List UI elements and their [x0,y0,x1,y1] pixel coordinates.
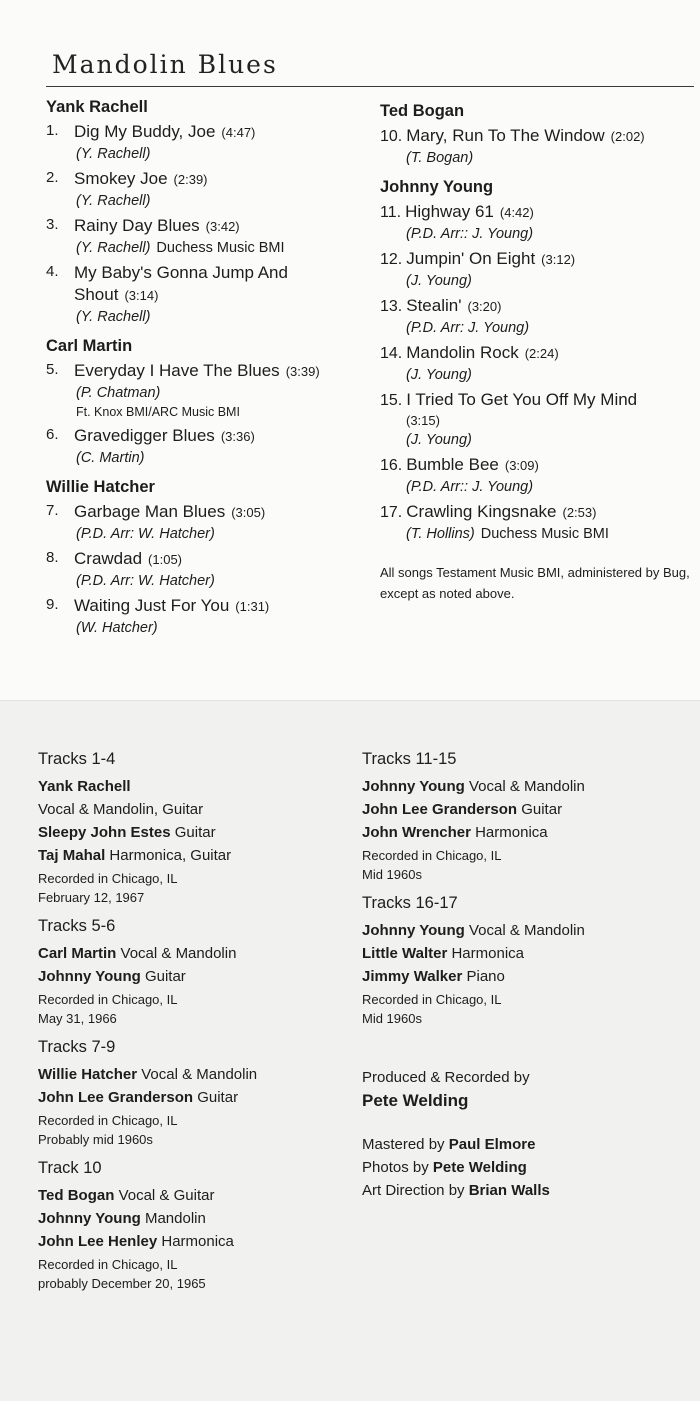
composer-credit: (J. Young) [406,273,472,289]
track-credit [380,524,698,544]
track-number: 8. [46,549,59,566]
artist-heading: Yank Rachell [46,98,148,116]
musician-role: Guitar [174,824,216,841]
album-title: Mandolin Blues [52,50,278,79]
track-duration: (4:47) [221,125,256,140]
personnel-line [38,1184,348,1207]
track-credit [74,383,366,403]
composer-credit: (P.D. Arr: J. Young) [406,320,530,336]
recording-date: February 12, 1967 [38,890,145,905]
musician-name: Willie Hatcher [38,1066,138,1083]
publisher-credit: Ft. Knox BMI/ARC Music BMI [76,405,240,419]
personnel-line [38,775,348,798]
photos-name: Pete Welding [432,1159,527,1176]
musician-name: Johnny Young [362,922,465,939]
track-number: 1. [46,122,59,139]
track-credit [74,191,366,211]
track-title: Highway 61 [405,202,494,221]
track-number: 14. [380,345,403,362]
composer-credit: (J. Young) [406,432,472,448]
sessions-right-column [362,750,682,1202]
mastered-label: Mastered by [362,1136,445,1153]
musician-role: Vocal & Mandolin [120,945,237,962]
track-number: 9. [46,596,59,613]
musician-role: Harmonica [451,945,524,962]
track-item [46,168,366,211]
track-number: 17. [380,504,403,521]
track-number: 5. [46,361,59,378]
track-number: 6. [46,426,59,443]
track-number: 11. [380,204,402,221]
musician-name: Johnny Young [362,778,465,795]
track-number: 13. [380,298,403,315]
sessions-left-column [38,750,348,1293]
recording-info [362,990,682,1028]
session-heading: Tracks 11-15 [362,750,457,768]
composer-credit: (Y. Rachell) [76,309,151,325]
track-duration: (1:05) [148,552,183,567]
composer-credit: (Y. Rachell) [76,240,151,256]
track-title-line [380,295,698,318]
session-heading: Tracks 16-17 [362,894,458,912]
track-number: 16. [380,457,403,474]
musician-name: John Lee Henley [38,1233,158,1250]
track-title: Jumpin' On Eight [406,249,536,268]
track-credit [380,148,698,168]
publisher-credit: Duchess Music BMI [156,240,285,256]
producer-credit [362,1066,682,1113]
track-item [46,121,366,164]
track-credit [74,618,366,638]
composer-credit: (C. Martin) [76,450,145,466]
track-title-line [380,248,698,271]
track-item [46,360,366,421]
composer-credit: (P.D. Arr:: J. Young) [406,226,534,242]
track-title-line [74,121,366,144]
track-item [46,425,366,468]
musician-role: Guitar [521,801,563,818]
track-item [380,125,698,168]
track-title: Everyday I Have The Blues [74,361,280,380]
track-title: Garbage Man Blues [74,502,226,521]
track-title-line [74,501,366,524]
tracklist-left-column [46,98,366,642]
track-title: Crawdad [74,549,143,568]
musician-role: Guitar [197,1089,239,1106]
track-credit [380,318,698,338]
recording-info [38,869,348,907]
track-title-line [74,360,366,383]
track-number: 12. [380,251,403,268]
composer-credit: (P. Chatman) [76,385,161,401]
track-title-line [380,454,698,477]
track-credit [74,448,366,468]
musician-name: Sleepy John Estes [38,824,171,841]
track-item [380,201,698,244]
production-credits [362,1133,682,1202]
artist-heading: Willie Hatcher [46,478,155,496]
track-credit [74,238,366,258]
track-duration: (2:02) [610,129,645,144]
track-title: Bumble Bee [406,455,499,474]
composer-credit: (P.D. Arr:: J. Young) [406,479,534,495]
track-credit [380,477,698,497]
track-item [46,548,366,591]
track-credit [74,524,366,544]
recording-location: Recorded in Chicago, IL [38,1113,178,1128]
personnel-line [362,919,682,942]
title-divider [46,86,694,87]
musician-name: Ted Bogan [38,1187,115,1204]
track-item [380,501,698,544]
musician-name: Little Walter [362,945,448,962]
producer-name: Pete Welding [362,1091,469,1110]
track-title-line [380,125,698,148]
recording-date: Probably mid 1960s [38,1132,153,1147]
track-credit [74,307,366,327]
track-number: 7. [46,502,59,519]
track-credit [380,365,698,385]
track-credit [380,271,698,291]
recording-date: Mid 1960s [362,867,422,882]
personnel-line [38,1086,348,1109]
track-title-line [380,342,698,365]
musician-name: Yank Rachell [38,778,131,795]
musician-role: Vocal & Mandolin [468,922,585,939]
recording-info [38,990,348,1028]
recording-location: Recorded in Chicago, IL [362,848,502,863]
personnel-line [362,775,682,798]
recording-location: Recorded in Chicago, IL [38,1257,178,1272]
musician-name: Johnny Young [38,968,141,985]
composer-credit: (P.D. Arr: W. Hatcher) [76,526,215,542]
personnel-line [38,798,348,821]
recording-date: May 31, 1966 [38,1011,117,1026]
recording-info [362,846,682,884]
track-duration: (3:20) [467,299,502,314]
musician-name: John Wrencher [362,824,471,841]
track-title: Rainy Day Blues [74,216,200,235]
track-duration: (3:09) [504,458,539,473]
personnel-line [362,798,682,821]
composer-credit: (W. Hatcher) [76,620,158,636]
track-title-line [74,548,366,571]
track-duration: (3:15) [406,413,440,428]
track-credit [74,144,366,164]
track-duration: (3:39) [285,364,320,379]
track-item [46,215,366,258]
track-title-line [380,201,698,224]
track-title: Crawling Kingsnake [406,502,557,521]
track-duration: (1:31) [235,599,270,614]
track-title: Smokey Joe [74,169,168,188]
recording-info [38,1255,348,1293]
personnel-line [38,1230,348,1253]
session-heading: Tracks 5-6 [38,917,116,935]
track-item [46,501,366,544]
session-heading: Track 10 [38,1159,102,1177]
personnel-line [362,821,682,844]
publishing-note: All songs Testament Music BMI, administered by Bug, except as noted above. [380,565,690,601]
track-number: 15. [380,392,403,409]
mastered-name: Paul Elmore [448,1136,536,1153]
track-title-line [380,389,698,412]
track-duration: (2:24) [524,346,559,361]
musician-name: Taj Mahal [38,847,106,864]
track-title-line [74,168,366,191]
art-direction-name: Brian Walls [468,1182,550,1199]
personnel-line [38,1063,348,1086]
musician-role: Vocal & Mandolin [468,778,585,795]
track-duration: (3:12) [541,252,576,267]
musician-name: Carl Martin [38,945,117,962]
track-credit [380,430,698,450]
artist-heading: Johnny Young [380,178,494,196]
musician-role: Vocal & Mandolin, Guitar [38,801,204,818]
personnel-line [362,942,682,965]
musician-name: Johnny Young [38,1210,141,1227]
track-credit [380,224,698,244]
publisher-credit: Duchess Music BMI [480,526,609,542]
personnel-line [362,965,682,988]
musician-role: Harmonica [475,824,548,841]
musician-role: Piano [466,968,505,985]
recording-date: probably December 20, 1965 [38,1276,206,1291]
track-title-line [74,262,366,307]
track-item [380,389,698,450]
track-title: Waiting Just For You [74,596,230,615]
recording-date: Mid 1960s [362,1011,422,1026]
track-title-line [74,425,366,448]
track-credit [74,571,366,591]
track-duration: (4:42) [499,205,534,220]
composer-credit: (T. Hollins) [406,526,475,542]
personnel-line [38,844,348,867]
musician-role: Vocal & Mandolin [141,1066,258,1083]
track-item [380,454,698,497]
recording-info [38,1111,348,1149]
track-duration: (3:14) [124,288,159,303]
track-title: Mandolin Rock [406,343,519,362]
track-item [46,262,366,327]
photos-label: Photos by [362,1159,429,1176]
composer-credit: (P.D. Arr: W. Hatcher) [76,573,215,589]
composer-credit: (Y. Rachell) [76,146,151,162]
personnel-line [38,942,348,965]
track-duration: (3:42) [205,219,240,234]
musician-role: Guitar [144,968,186,985]
recording-location: Recorded in Chicago, IL [362,992,502,1007]
track-title: Stealin' [406,296,462,315]
composer-credit: (J. Young) [406,367,472,383]
musician-role: Vocal & Guitar [118,1187,215,1204]
tracklist-right-column [380,102,698,604]
personnel-line [38,1207,348,1230]
artist-heading: Ted Bogan [380,102,465,120]
track-item [46,595,366,638]
personnel-line [38,965,348,988]
track-title-line [380,501,698,524]
track-number: 10. [380,128,403,145]
produced-label: Produced & Recorded by [362,1069,530,1086]
track-title-line [74,215,366,238]
track-title: I Tried To Get You Off My Mind [406,390,638,409]
musician-name: John Lee Granderson [362,801,518,818]
track-title: Mary, Run To The Window [406,126,605,145]
track-title-line [74,595,366,618]
session-heading: Tracks 7-9 [38,1038,116,1056]
track-item [380,295,698,338]
track-number: 4. [46,263,59,280]
musician-name: John Lee Granderson [38,1089,194,1106]
track-title: Dig My Buddy, Joe [74,122,216,141]
recording-location: Recorded in Chicago, IL [38,871,178,886]
personnel-line [38,821,348,844]
composer-credit: (Y. Rachell) [76,193,151,209]
musician-role: Mandolin [144,1210,206,1227]
musician-role: Harmonica, Guitar [109,847,232,864]
track-title: My Baby's Gonna Jump And Shout [74,263,288,304]
track-item [380,342,698,385]
musician-role: Harmonica [161,1233,234,1250]
track-duration: (2:39) [173,172,208,187]
track-duration: (3:36) [220,429,255,444]
track-duration: (2:53) [562,505,597,520]
track-number: 2. [46,169,59,186]
track-duration: (3:05) [231,505,266,520]
art-direction-label: Art Direction by [362,1182,465,1199]
session-heading: Tracks 1-4 [38,750,116,768]
artist-heading: Carl Martin [46,337,133,355]
track-number: 3. [46,216,59,233]
musician-name: Jimmy Walker [362,968,463,985]
recording-location: Recorded in Chicago, IL [38,992,178,1007]
track-title: Gravedigger Blues [74,426,215,445]
track-item [380,248,698,291]
composer-credit: (T. Bogan) [406,150,474,166]
